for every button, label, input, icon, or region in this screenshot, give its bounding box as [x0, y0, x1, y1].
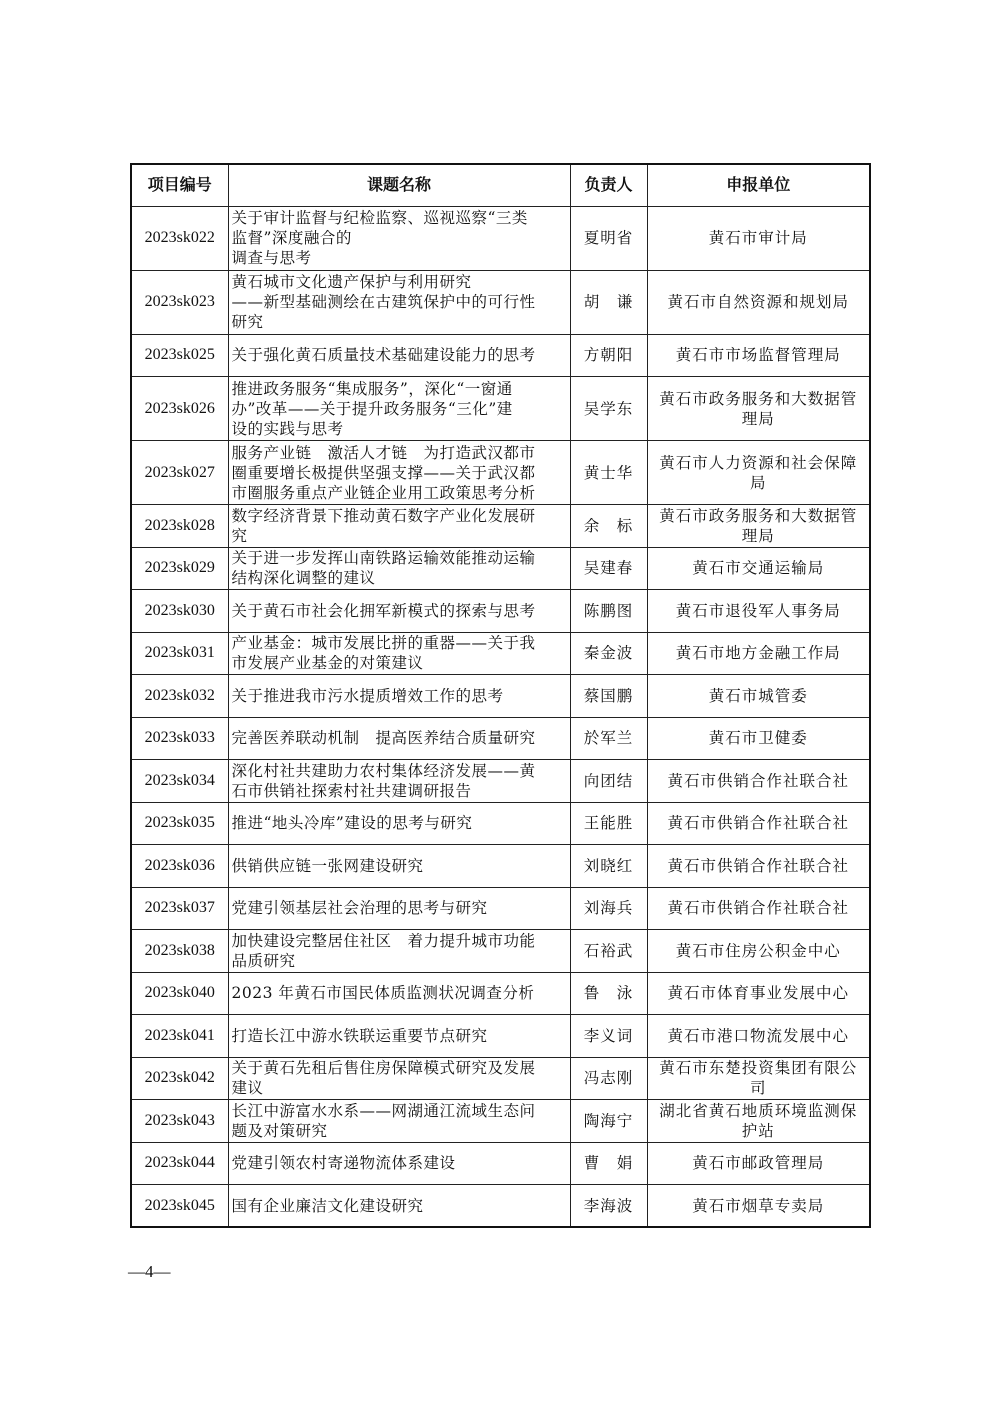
project-title-cell: 黄石城市文化遗产保护与利用研究 ——新型基础测绘在古建筑保护中的可行性 研究 [228, 270, 570, 334]
table-body [131, 206, 870, 1227]
header-project-id: 项目编号 [131, 164, 228, 206]
project-title-cell: 推进政务服务“集成服务”，深化“一窗通 办”改革——关于提升政务服务“三化”建 设的实践与思考 [228, 377, 570, 441]
project-id-cell: 2023sk041 [131, 1015, 228, 1058]
table-row [131, 887, 870, 930]
project-title-cell: 党建引领农村寄递物流体系建设 [228, 1142, 570, 1185]
project-title-cell: 关于强化黄石质量技术基础建设能力的思考 [228, 334, 570, 377]
applicant-unit-cell: 黄石市交通运输局 [647, 547, 870, 590]
leader-cell: 鲁 泳 [570, 972, 647, 1015]
applicant-unit-cell: 黄石市东楚投资集团有限公 司 [647, 1057, 870, 1100]
table-row [131, 1142, 870, 1185]
project-title-cell: 完善医养联动机制 提高医养结合质量研究 [228, 717, 570, 760]
project-id-cell: 2023sk044 [131, 1142, 228, 1185]
leader-cell: 冯志刚 [570, 1057, 647, 1100]
project-title-cell: 打造长江中游水铁联运重要节点研究 [228, 1015, 570, 1058]
table-row [131, 632, 870, 675]
project-title-cell: 服务产业链 激活人才链 为打造武汉都市 圈重要增长极提供坚强支撑——关于武汉都 市圈服务重点产业链企业用工政策思考分析 [228, 441, 570, 505]
leader-cell: 余 标 [570, 505, 647, 548]
table-row [131, 675, 870, 718]
project-title-cell: 供销供应链一张网建设研究 [228, 845, 570, 888]
table-row [131, 1057, 870, 1100]
table-row [131, 547, 870, 590]
header-project-title: 课题名称 [228, 164, 570, 206]
applicant-unit-cell: 黄石市供销合作社联合社 [647, 760, 870, 803]
project-id-cell: 2023sk033 [131, 717, 228, 760]
project-title-cell: 数字经济背景下推动黄石数字产业化发展研 究 [228, 505, 570, 548]
leader-cell: 蔡国鹏 [570, 675, 647, 718]
project-id-cell: 2023sk026 [131, 377, 228, 441]
applicant-unit-cell: 黄石市政务服务和大数据管 理局 [647, 505, 870, 548]
table-row [131, 206, 870, 270]
project-title-cell: 关于黄石先租后售住房保障模式研究及发展 建议 [228, 1057, 570, 1100]
project-id-cell: 2023sk038 [131, 930, 228, 973]
project-id-cell: 2023sk025 [131, 334, 228, 377]
applicant-unit-cell: 黄石市地方金融工作局 [647, 632, 870, 675]
header-applicant-unit: 申报单位 [647, 164, 870, 206]
table-row [131, 334, 870, 377]
leader-cell: 於军兰 [570, 717, 647, 760]
applicant-unit-cell: 黄石市邮政管理局 [647, 1142, 870, 1185]
table-row [131, 1185, 870, 1228]
applicant-unit-cell: 黄石市港口物流发展中心 [647, 1015, 870, 1058]
project-id-cell: 2023sk045 [131, 1185, 228, 1228]
table-row [131, 717, 870, 760]
applicant-unit-cell: 黄石市供销合作社联合社 [647, 845, 870, 888]
leader-cell: 刘海兵 [570, 887, 647, 930]
project-id-cell: 2023sk037 [131, 887, 228, 930]
leader-cell: 胡 谦 [570, 270, 647, 334]
leader-cell: 方朝阳 [570, 334, 647, 377]
leader-cell: 石裕武 [570, 930, 647, 973]
table-row [131, 760, 870, 803]
leader-cell: 曹 娟 [570, 1142, 647, 1185]
leader-cell: 吴学东 [570, 377, 647, 441]
project-id-cell: 2023sk040 [131, 972, 228, 1015]
project-id-cell: 2023sk043 [131, 1100, 228, 1143]
leader-cell: 刘晓红 [570, 845, 647, 888]
table-row [131, 972, 870, 1015]
project-title-cell: 关于推进我市污水提质增效工作的思考 [228, 675, 570, 718]
leader-cell: 向团结 [570, 760, 647, 803]
project-title-cell: 党建引领基层社会治理的思考与研究 [228, 887, 570, 930]
applicant-unit-cell: 黄石市住房公积金中心 [647, 930, 870, 973]
project-id-cell: 2023sk028 [131, 505, 228, 548]
leader-cell: 秦金波 [570, 632, 647, 675]
leader-cell: 李海波 [570, 1185, 647, 1228]
project-id-cell: 2023sk036 [131, 845, 228, 888]
project-id-cell: 2023sk027 [131, 441, 228, 505]
table-row [131, 930, 870, 973]
project-title-cell: 推进“地头冷库”建设的思考与研究 [228, 802, 570, 845]
applicant-unit-cell: 黄石市供销合作社联合社 [647, 887, 870, 930]
table-row [131, 1015, 870, 1058]
project-title-cell: 长江中游富水水系——网湖通江流域生态问 题及对策研究 [228, 1100, 570, 1143]
leader-cell: 陶海宁 [570, 1100, 647, 1143]
project-title-cell: 关于进一步发挥山南铁路运输效能推动运输 结构深化调整的建议 [228, 547, 570, 590]
project-id-cell: 2023sk029 [131, 547, 228, 590]
project-title-cell: 关于审计监督与纪检监察、巡视巡察“三类 监督”深度融合的 调查与思考 [228, 206, 570, 270]
applicant-unit-cell: 黄石市人力资源和社会保障 局 [647, 441, 870, 505]
project-id-cell: 2023sk032 [131, 675, 228, 718]
table-row [131, 377, 870, 441]
applicant-unit-cell: 黄石市自然资源和规划局 [647, 270, 870, 334]
table-row [131, 845, 870, 888]
table-row [131, 590, 870, 633]
table-row [131, 505, 870, 548]
project-id-cell: 2023sk034 [131, 760, 228, 803]
table-row [131, 802, 870, 845]
applicant-unit-cell: 黄石市政务服务和大数据管 理局 [647, 377, 870, 441]
applicant-unit-cell: 黄石市体育事业发展中心 [647, 972, 870, 1015]
project-title-cell: 关于黄石市社会化拥军新模式的探索与思考 [228, 590, 570, 633]
project-title-cell: 产业基金：城市发展比拼的重器——关于我 市发展产业基金的对策建议 [228, 632, 570, 675]
header-leader: 负责人 [570, 164, 647, 206]
project-id-cell: 2023sk042 [131, 1057, 228, 1100]
leader-cell: 吴建春 [570, 547, 647, 590]
leader-cell: 黄士华 [570, 441, 647, 505]
project-id-cell: 2023sk035 [131, 802, 228, 845]
project-id-cell: 2023sk031 [131, 632, 228, 675]
table-header-row [131, 164, 870, 206]
applicant-unit-cell: 黄石市退役军人事务局 [647, 590, 870, 633]
project-title-cell: 2023 年黄石市国民体质监测状况调查分析 [228, 972, 570, 1015]
leader-cell: 王能胜 [570, 802, 647, 845]
leader-cell: 李义词 [570, 1015, 647, 1058]
applicant-unit-cell: 黄石市烟草专卖局 [647, 1185, 870, 1228]
applicant-unit-cell: 黄石市审计局 [647, 206, 870, 270]
project-title-cell: 加快建设完整居住社区 着力提升城市功能 品质研究 [228, 930, 570, 973]
applicant-unit-cell: 黄石市市场监督管理局 [647, 334, 870, 377]
project-title-cell: 国有企业廉洁文化建设研究 [228, 1185, 570, 1228]
applicant-unit-cell: 黄石市城管委 [647, 675, 870, 718]
leader-cell: 陈鹏图 [570, 590, 647, 633]
project-title-cell: 深化村社共建助力农村集体经济发展——黄 石市供销社探索村社共建调研报告 [228, 760, 570, 803]
applicant-unit-cell: 湖北省黄石地质环境监测保 护站 [647, 1100, 870, 1143]
table-row [131, 441, 870, 505]
leader-cell: 夏明省 [570, 206, 647, 270]
table-row [131, 270, 870, 334]
project-id-cell: 2023sk030 [131, 590, 228, 633]
applicant-unit-cell: 黄石市卫健委 [647, 717, 870, 760]
page-number: —4— [128, 1262, 171, 1281]
project-id-cell: 2023sk023 [131, 270, 228, 334]
applicant-unit-cell: 黄石市供销合作社联合社 [647, 802, 870, 845]
table-row [131, 1100, 870, 1143]
project-table [130, 163, 871, 1228]
project-id-cell: 2023sk022 [131, 206, 228, 270]
